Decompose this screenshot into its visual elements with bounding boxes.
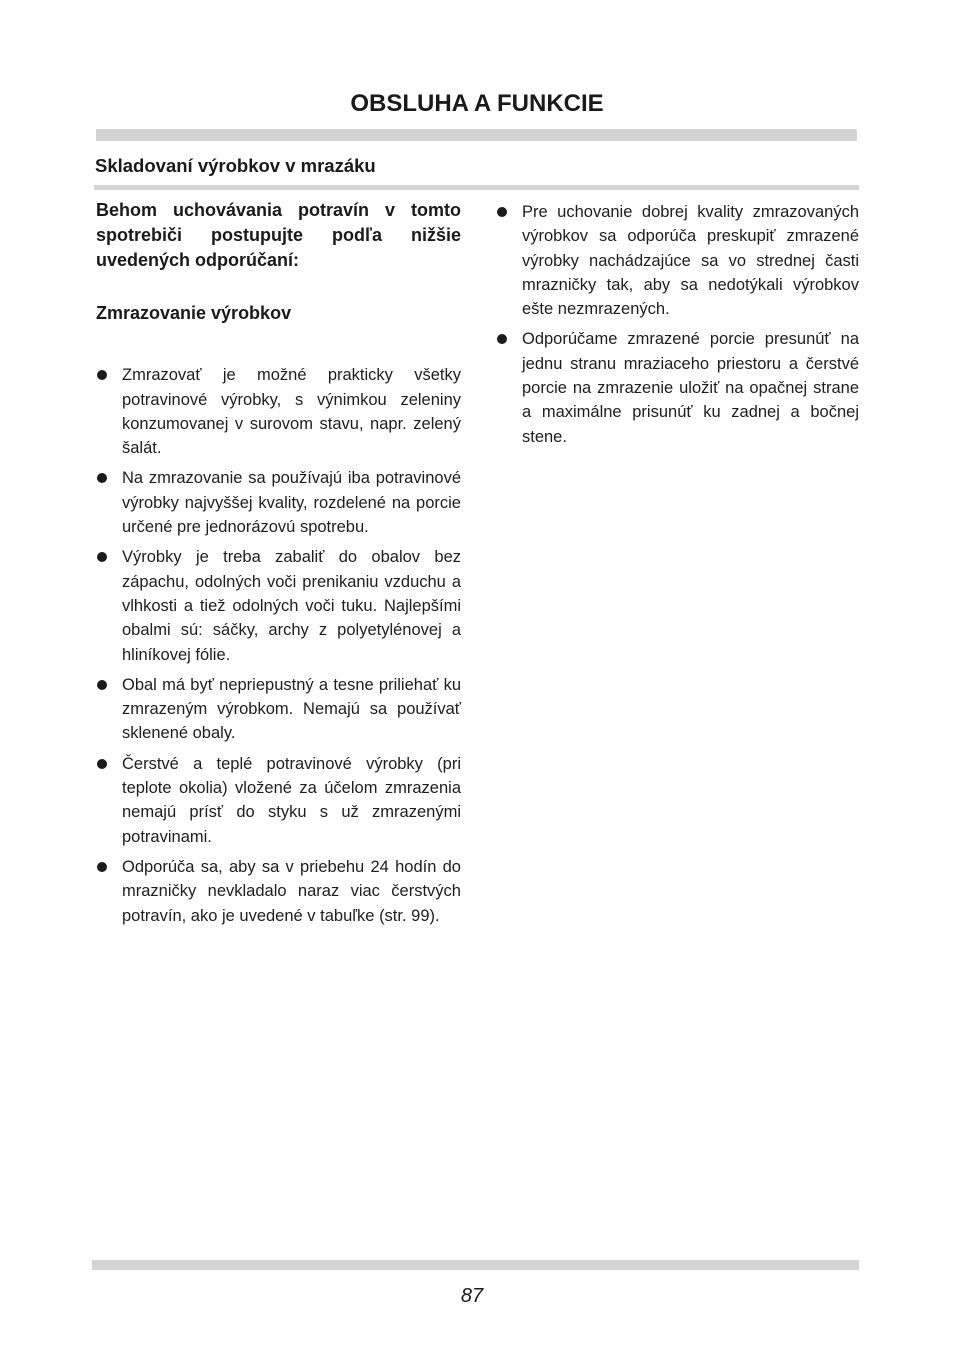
bullet-icon bbox=[97, 552, 107, 562]
bullet-icon bbox=[97, 370, 107, 380]
bullet-icon bbox=[497, 207, 507, 217]
bullet-icon bbox=[497, 334, 507, 344]
list-item: Na zmrazovanie sa používajú iba potravinové výrobky najvyššej kvality, rozdelené na porcie určené pre jednorázovú spotrebu. bbox=[96, 466, 461, 539]
bullet-icon bbox=[97, 759, 107, 769]
bullet-icon bbox=[97, 473, 107, 483]
bullet-list bbox=[496, 200, 859, 449]
list-item: Pre uchovanie dobrej kvality zmrazovaných výrobkov sa odporúča preskupiť zmrazené výrobky nachádzajúce sa vo strednej časti mrazničky tak, aby sa nedotýkali výrobkov ešte nezmrazených. bbox=[496, 200, 859, 321]
list-item: Zmrazovať je možné prakticky všetky potravinové výrobky, s výnimkou zeleniny konzumovanej v surovom stavu, napr. zelený šalát. bbox=[96, 363, 461, 460]
list-item: Odporúčame zmrazené porcie presunúť na jednu stranu mraziaceho priestoru a čerstvé porcie na zmrazenie uložiť na opačnej strane a maximálne prisunúť ku zadnej a bočnej stene. bbox=[496, 327, 859, 448]
bullet-icon bbox=[97, 862, 107, 872]
left-column bbox=[96, 198, 461, 934]
list-item: Odporúča sa, aby sa v priebehu 24 hodín do mrazničky nevkladalo naraz viac čerstvých potravín, ako je uvedené v tabuľke (str. 99). bbox=[96, 855, 461, 928]
section-divider bbox=[94, 185, 859, 190]
page-number: 87 bbox=[460, 1285, 484, 1307]
section-title: Skladovaní výrobkov v mrazáku bbox=[95, 155, 376, 176]
page-title: OBSLUHA A FUNKCIE bbox=[350, 90, 604, 117]
list-item: Výrobky je treba zabaliť do obalov bez zápachu, odolných voči prenikaniu vzduchu a vlhkosti a tiež odolných voči tuku. Najlepšími obalmi sú: sáčky, archy z polyetylénovej a hliníkovej fólie. bbox=[96, 545, 461, 666]
bullet-list bbox=[96, 363, 461, 928]
list-item: Čerstvé a teplé potravinové výrobky (pri teplote okolia) vložené za účelom zmrazenia nemajú prísť do styku s už zmrazenými potravinami. bbox=[96, 752, 461, 849]
list-item: Obal má byť nepriepustný a tesne priliehať ku zmrazeným výrobkom. Nemajú sa používať sklenené obaly. bbox=[96, 673, 461, 746]
title-divider bbox=[96, 129, 857, 141]
right-column bbox=[496, 200, 859, 455]
intro-text: Behom uchovávania potravín v tomto spotrebiči postupujte podľa nižšie uvedených odporúčaní: bbox=[96, 200, 461, 270]
subheading: Zmrazovanie výrobkov bbox=[96, 303, 292, 323]
bullet-icon bbox=[97, 680, 107, 690]
footer-divider bbox=[92, 1260, 859, 1270]
